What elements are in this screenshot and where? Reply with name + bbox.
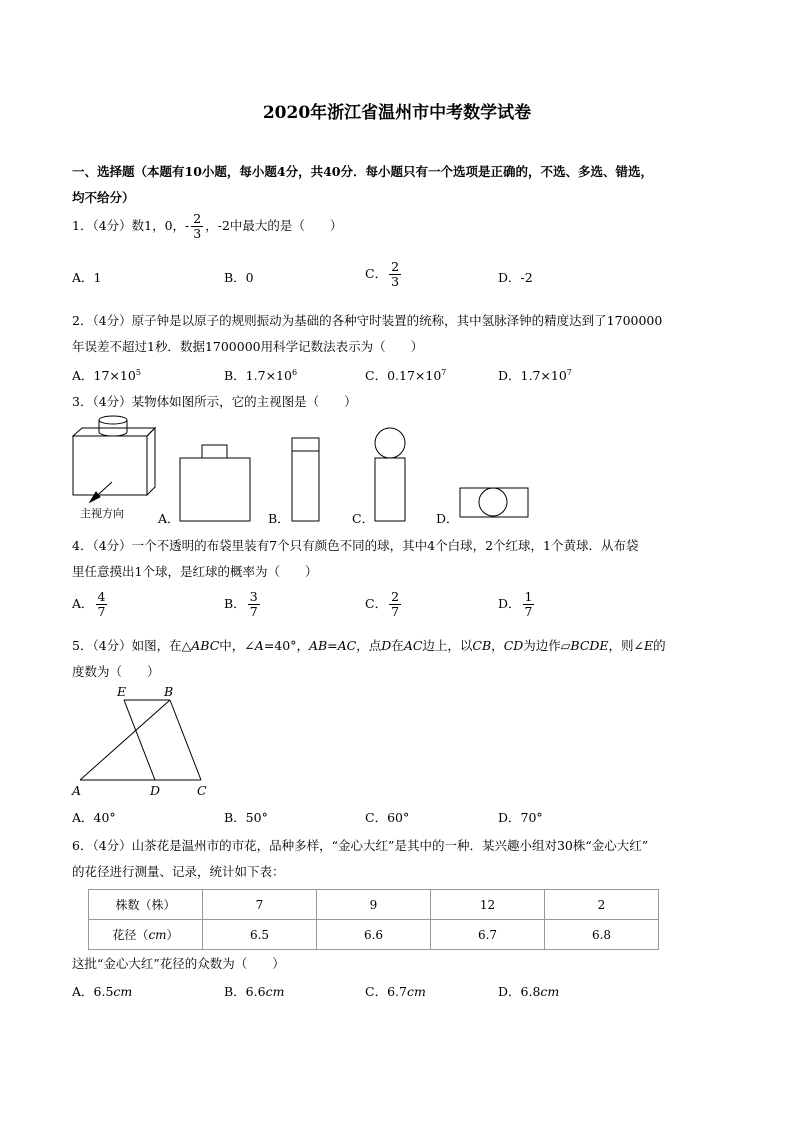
q5-label-a-text: A [72,783,82,798]
q5-label-b [164,684,173,699]
q5-t3: 中，∠ [219,638,255,653]
q1-option-b: B．0 [224,270,254,285]
q6-stem-line2: 的花径进行测量、记录，统计如下表： [72,864,285,879]
q4-c-den: 7 [391,604,400,619]
q4-option-b [224,590,262,619]
q5-t2: ABC [191,638,220,653]
q3-caption: 主视方向 [80,507,124,520]
q5-option-d: D．70° [498,810,543,825]
q5-t6: AB [308,638,328,653]
q6-d-unit: cm [540,984,560,999]
q1-stem-pre: 1．（4分）数1，0，- [72,218,190,233]
q5-label-e [117,684,126,699]
q2-c-exp: 7 [441,367,447,377]
q5-t8: AC [337,638,357,653]
q4-c-label: C． [365,596,388,611]
q2-d-exp: 7 [566,367,572,377]
q3-option-a-figure [180,445,250,521]
q5-t17: 为边作▱ [523,638,571,653]
q5-label-e-text: E [117,684,127,699]
q5-t20: E [644,638,654,653]
q6-row2-head-c: ） [166,928,179,942]
q5-t21: 的 [653,638,666,653]
q5-label-d [150,783,160,798]
table-row [89,890,659,920]
page-title: 2020年浙江省温州市中考数学试卷 [262,103,532,123]
q2-b-text: B．1.7×10 [224,368,292,383]
q5-t19: ，则∠ [608,638,645,653]
q3-option-b: B． [268,511,290,526]
q6-row1-header: 株数（株） [89,890,203,920]
q1-option-d: D．-2 [498,270,533,285]
q4-d-num: 1 [524,589,533,604]
table-row [89,920,659,950]
q5-t10: D [381,638,392,653]
section-heading-line2: 均不给分） [72,190,135,205]
q6-cell: 6.8 [545,920,659,950]
q1-c-den: 3 [391,274,400,289]
q5-option-b: B．50° [224,810,268,825]
q2-d-text: D．1.7×10 [498,368,567,383]
q5-t1: 5．（4分）如图，在△ [72,638,192,653]
q3-option-c: C． [352,511,375,526]
q6-c-text: C．6.7 [365,984,407,999]
q2-a-text: A．17×10 [72,368,136,383]
q5-figure [80,700,201,780]
q3-option-d-figure [460,488,528,517]
q6-cell: 12 [431,890,545,920]
q6-a-text: A．6.5 [72,984,114,999]
q6-option-d [498,982,559,1000]
q4-c-num: 2 [391,589,400,604]
q6-row2-head-unit: cm [148,928,167,942]
q1-c-num: 2 [391,259,400,274]
q5-t7: = [327,638,338,653]
q6-option-c [365,982,426,1000]
q6-c-unit: cm [406,984,426,999]
q5-label-a [72,783,81,798]
q5-t15: ， [491,638,504,653]
q3-stem: 3．（4分）某物体如图所示，它的主视图是（ ） [72,394,357,409]
q6-stem-line3: 这批“金心大红”花径的众数为（ ） [72,956,285,971]
q6-cell: 6.6 [317,920,431,950]
q6-a-unit: cm [113,984,133,999]
q6-cell: 6.5 [203,920,317,950]
q4-b-num: 3 [249,589,258,604]
q6-b-text: B．6.6 [224,984,266,999]
q4-option-c [365,590,403,619]
q6-cell: 2 [545,890,659,920]
q4-a-label: A． [72,596,94,611]
q5-stem-line1 [72,636,666,654]
q1-stem-post: ，-2中最大的是（ ） [205,218,343,233]
q4-b-den: 7 [249,604,258,619]
q5-label-d-text: D [150,783,161,798]
q4-stem-line2: 里任意摸出1个球，是红球的概率为（ ） [72,564,318,579]
q6-option-b [224,982,284,1000]
q5-label-c [197,783,207,798]
q6-cell: 7 [203,890,317,920]
q5-t12: AC [403,638,423,653]
q3-option-d: D． [436,511,459,526]
q5-t14: CB [472,638,492,653]
q1-option-c-label: C． [365,266,388,281]
q5-label-b-text: B [164,684,174,699]
q6-row2-header [89,920,203,950]
q6-row2-head-a: 花径（ [112,928,149,942]
q4-d-den: 7 [524,604,533,619]
q6-b-unit: cm [265,984,285,999]
q5-t4: A [254,638,264,653]
q4-a-num: 4 [97,589,106,604]
q5-stem-line2: 度数为（ ） [72,664,160,679]
q2-c-text: C．0.17×10 [365,368,442,383]
q5-option-c: C．60° [365,810,410,825]
q2-stem-line2: 年误差不超过1秒．数据1700000用科学记数法表示为（ ） [72,339,424,354]
q3-option-b-figure [292,438,319,521]
q4-stem-line1: 4．（4分）一个不透明的布袋里装有7个只有颜色不同的球，其中4个白球，2个红球，1个黄球．从布袋 [72,538,639,553]
q4-a-den: 7 [97,604,106,619]
q2-a-exp: 5 [135,367,141,377]
q5-option-a: A．40° [72,810,116,825]
q4-d-label: D． [498,596,521,611]
q5-t18: BCDE [570,638,609,653]
q5-t5: =40°， [263,638,309,653]
q6-stem-line1: 6．（4分）山茶花是温州市的市花，品种多样，“金心大红”是其中的一种．某兴趣小组对30株“金心大红” [72,838,649,853]
q1-option-a: A．1 [72,270,102,285]
q5-t9: ，点 [356,638,382,653]
q1-frac-num: 2 [193,211,202,226]
q3-option-c-figure [375,428,405,521]
q2-stem-line1: 2．（4分）原子钟是以原子的规则振动为基础的各种守时装置的统称，其中氢脉泽钟的精度达到了1700000 [72,313,663,328]
q3-option-a: A． [158,511,180,526]
q4-option-d [498,590,536,619]
q6-table [88,889,659,950]
q4-b-label: B． [224,596,246,611]
q6-d-text: D．6.8 [498,984,541,999]
q5-label-c-text: C [197,783,207,798]
q1-frac-den: 3 [193,226,202,241]
q5-t11: 在 [391,638,404,653]
q6-option-a [72,982,132,1000]
section-heading-line1: 一、选择题（本题有10小题，每小题4分，共40分．每小题只有一个选项是正确的，不选、多选、错选， [72,164,653,179]
q3-object-figure [73,416,155,502]
q6-cell: 9 [317,890,431,920]
q6-cell: 6.7 [431,920,545,950]
q2-b-exp: 6 [291,367,298,377]
q5-t16: CD [503,638,524,653]
q5-t13: 边上，以 [422,638,473,653]
q4-option-a [72,590,109,619]
